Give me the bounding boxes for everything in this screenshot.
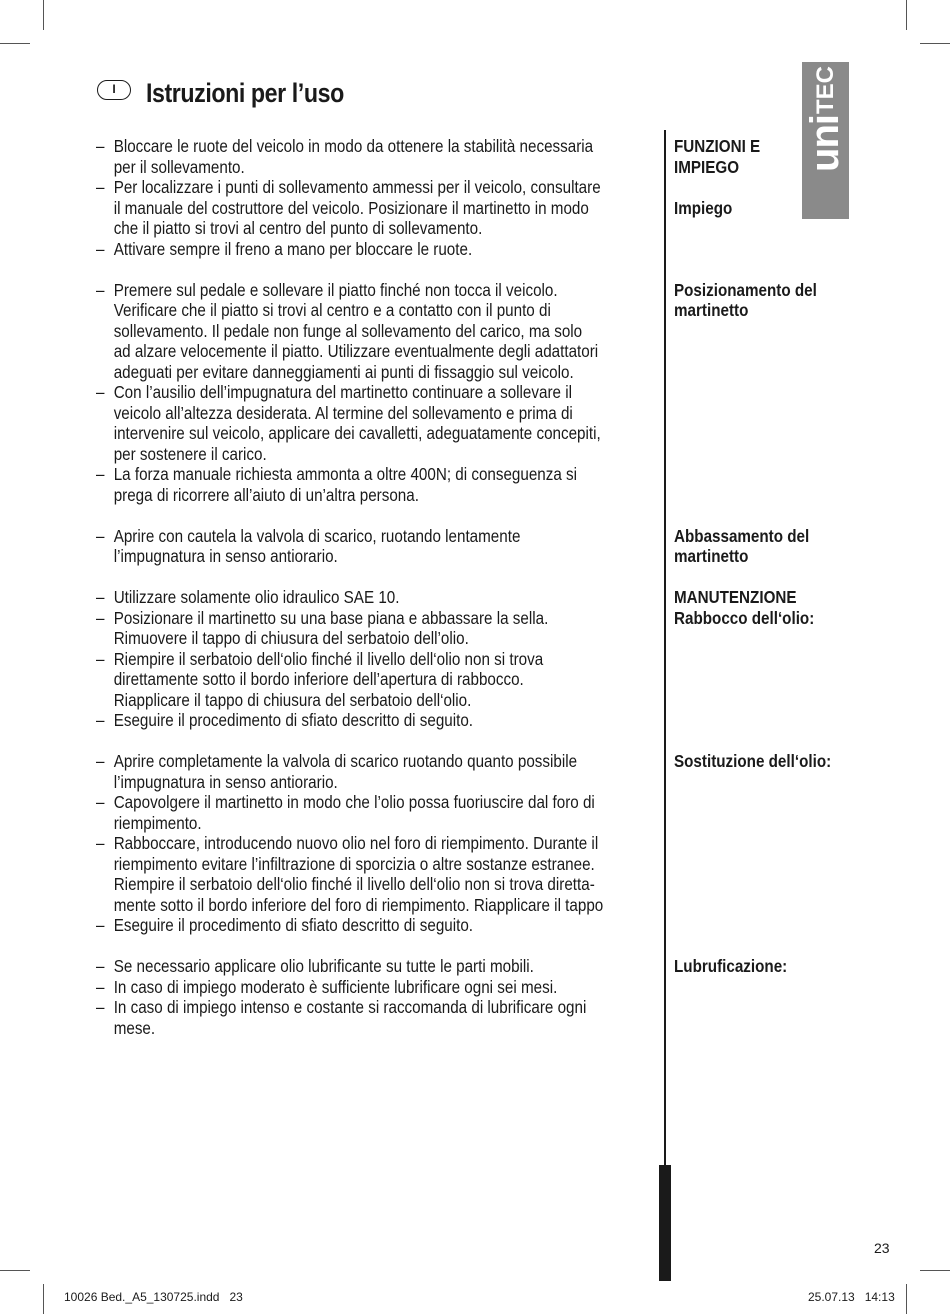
instruction-item	[96, 464, 645, 505]
instruction-line: Verificare che il piatto si trovi al centro e a contatto con il punto di	[113, 300, 551, 320]
instruction-line: – Attivare sempre il freno a mano per bloccare le ruote.	[113, 238, 473, 259]
page-number: 23	[874, 1240, 890, 1256]
section-heading-line: Lubruficazione:	[674, 956, 788, 976]
instruction-line: – In caso di impiego moderato è sufficiente lubrificare ogni sei mesi.	[113, 976, 558, 997]
instruction-item	[96, 915, 645, 936]
section-heading	[674, 526, 809, 567]
column-divider-thick	[659, 1165, 671, 1281]
instruction-list	[96, 751, 645, 936]
instruction-line: riempimento.	[113, 812, 202, 833]
section-heading-line: Sostituzione dell‘olio:	[674, 751, 832, 771]
instruction-item	[96, 710, 645, 731]
instruction-line: intervenire sul veicolo, applicare dei cavalletti, adeguatamente concepiti,	[113, 423, 601, 443]
instruction-item	[96, 833, 645, 915]
instruction-list	[96, 526, 645, 567]
instruction-line: che il piatto si trovi al centro del punto di sollevamento.	[113, 218, 483, 238]
instruction-line: – Aprire completamente la valvola di scarico ruotando quanto possibile	[113, 751, 578, 771]
instruction-line: Riempire il serbatoio dell‘olio finché il livello dell‘olio non si trova diretta-	[113, 874, 595, 894]
instruction-item	[96, 751, 645, 792]
instruction-item	[96, 136, 645, 177]
column-divider	[664, 130, 666, 1280]
footer-timestamp: 25.07.13 14:13	[808, 1290, 895, 1304]
crop-mark	[43, 1284, 44, 1314]
instruction-item	[96, 997, 645, 1038]
section-heading	[674, 280, 817, 321]
instruction-line: – Per localizzare i punti di sollevamento ammessi per il veicolo, consultare	[113, 177, 601, 197]
crop-mark	[920, 1270, 950, 1271]
crop-mark	[906, 1284, 907, 1314]
crop-mark	[0, 1270, 30, 1271]
instruction-item	[96, 177, 645, 239]
instruction-line: – La forza manuale richiesta ammonta a oltre 400N; di conseguenza si	[113, 464, 578, 484]
instruction-item	[96, 239, 645, 260]
section-heading-line: MANUTENZIONE	[674, 587, 797, 607]
instruction-line: Riapplicare il tappo di chiusura del serbatoio dell‘olio.	[113, 689, 472, 710]
instruction-line: – Riempire il serbatoio dell‘olio finché il livello dell‘olio non si trova	[113, 648, 544, 669]
instruction-line: prega di ricorrere all’aiuto di un’altra persona.	[113, 484, 419, 505]
section-heading-line: IMPIEGO	[674, 156, 740, 177]
instruction-line: – Bloccare le ruote del veicolo in modo da ottenere la stabilità necessaria	[113, 136, 594, 156]
section-heading-line: Posizionamento del	[674, 279, 817, 300]
instruction-line: mente sotto il bordo inferiore del foro di riempimento. Riapplicare il tappo	[113, 894, 604, 915]
instruction-line: per sostenere il carico.	[113, 443, 267, 464]
instruction-list	[96, 136, 645, 259]
language-badge: I	[97, 80, 131, 100]
instruction-line: sollevamento. Il pedale non funge al sollevamento del carico, ma solo	[113, 320, 583, 341]
section-heading-line: Abbassamento del	[674, 525, 810, 546]
logo-primary-text: uni	[803, 115, 847, 172]
instruction-line: riempimento evitare l’infiltrazione di sporcizia o altre sostanze estranee.	[113, 853, 595, 874]
instruction-line: – Eseguire il procedimento di sfiato descritto di seguito.	[113, 710, 474, 730]
section-heading-line: Impiego	[674, 197, 733, 218]
instruction-item	[96, 608, 645, 649]
section-heading-line: Rabbocco dell‘olio:	[674, 607, 815, 628]
brand-logo	[802, 62, 849, 219]
instruction-line: ad alzare velocemente il piatto. Utilizzare eventualmente degli adattatori	[113, 341, 599, 361]
instruction-line: mese.	[113, 1017, 156, 1038]
instruction-item	[96, 587, 645, 608]
instruction-line: per il sollevamento.	[113, 156, 245, 177]
page-title: Istruzioni per l’uso	[146, 78, 344, 108]
section-heading	[674, 956, 787, 977]
section-heading	[674, 751, 831, 772]
logo-secondary-text: TEC	[812, 66, 839, 114]
instruction-line: veicolo all’altezza desiderata. Al termine del sollevamento e prima di	[113, 402, 573, 423]
instruction-line: – Capovolgere il martinetto in modo che l’olio possa fuoriuscire dal foro di	[113, 792, 595, 812]
footer-file-info: 10026 Bed._A5_130725.indd 23	[64, 1290, 243, 1304]
crop-mark	[920, 43, 950, 44]
instruction-line: – Utilizzare solamente olio idraulico SAE 10.	[113, 587, 400, 607]
section-heading-line	[674, 177, 760, 198]
instruction-line: adeguati per evitare danneggiamenti ai punti di fissaggio sul veicolo.	[113, 361, 574, 382]
instruction-item	[96, 649, 645, 711]
instruction-item	[96, 526, 645, 567]
instruction-line: – Posizionare il martinetto su una base piana e abbassare la sella.	[113, 607, 549, 628]
instruction-list	[96, 587, 645, 731]
body-text	[96, 136, 645, 1059]
instruction-item	[96, 977, 645, 998]
instruction-line: – Premere sul pedale e sollevare il piatto finché non tocca il veicolo.	[113, 279, 558, 300]
instruction-line: Rimuovere il tappo di chiusura del serbatoio dell’olio.	[113, 628, 469, 648]
instruction-line: direttamente sotto il bordo inferiore dell’apertura di rabbocco.	[113, 669, 524, 689]
instruction-line: – Rabboccare, introducendo nuovo olio nel foro di riempimento. Durante il	[113, 833, 599, 853]
instruction-line: l’impugnatura in senso antiorario.	[113, 771, 338, 792]
instruction-item	[96, 280, 645, 383]
instruction-item	[96, 956, 645, 977]
crop-mark	[0, 43, 30, 44]
instruction-line: – Eseguire il procedimento di sfiato descritto di seguito.	[113, 915, 474, 935]
instruction-line: l’impugnatura in senso antiorario.	[113, 546, 338, 566]
section-heading-line: FUNZIONI E	[674, 136, 761, 156]
section-heading-line: martinetto	[674, 300, 749, 320]
section-heading-line: martinetto	[674, 546, 749, 566]
instruction-line: – Con l’ausilio dell’impugnatura del martinetto continuare a sollevare il	[113, 382, 572, 402]
instruction-line: – In caso di impiego intenso e costante si raccomanda di lubrificare ogni	[113, 997, 587, 1017]
instruction-item	[96, 382, 645, 464]
crop-mark	[906, 0, 907, 30]
instruction-line: il manuale del costruttore del veicolo. Posizionare il martinetto in modo	[113, 197, 589, 218]
instruction-item	[96, 792, 645, 833]
section-heading	[674, 136, 760, 218]
instruction-line: – Aprire con cautela la valvola di scarico, ruotando lentamente	[113, 525, 521, 546]
instruction-list	[96, 280, 645, 506]
crop-mark	[43, 0, 44, 30]
instruction-line: – Se necessario applicare olio lubrificante su tutte le parti mobili.	[113, 956, 534, 976]
section-heading	[674, 587, 814, 628]
instruction-list	[96, 956, 645, 1038]
